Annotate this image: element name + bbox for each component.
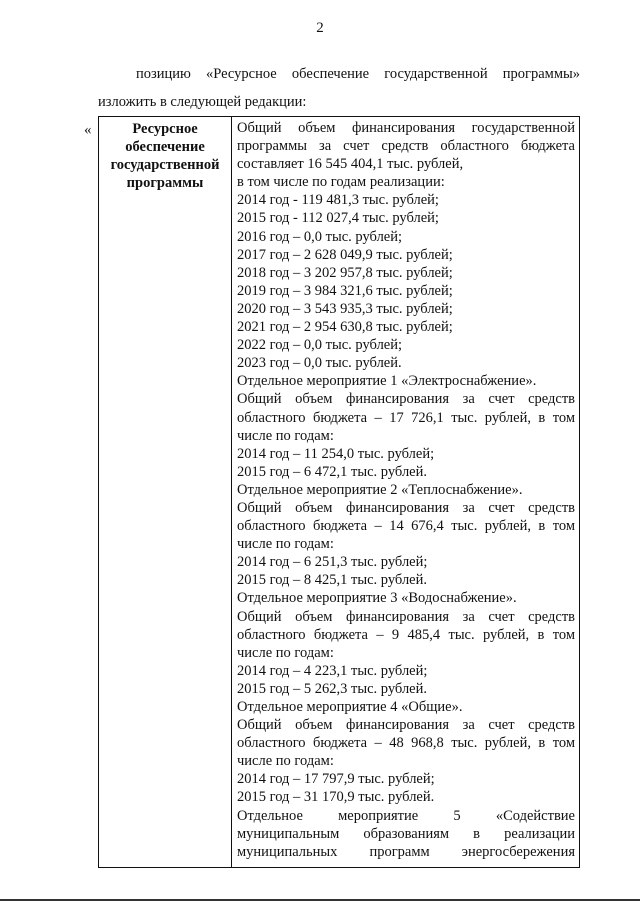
content-line: числе по годам: (237, 427, 334, 444)
content-line: 2014 год – 6 251,3 тыс. рублей; (237, 554, 428, 571)
content-line: числе по годам: (237, 536, 334, 553)
content-line: 2015 год – 31 170,9 тыс. рублей. (237, 789, 435, 806)
content-line: 2019 год – 3 984 321,6 тыс. рублей; (237, 282, 453, 299)
content-line: 2021 год – 2 954 630,8 тыс. рублей; (237, 319, 453, 336)
content-line: числе по годам: (237, 753, 334, 770)
content-line: 2014 год - 119 481,3 тыс. рублей; (237, 192, 439, 209)
content-line: в том числе по годам реализации: (237, 174, 445, 191)
content-line: Отдельное мероприятие 3 «Водоснабжение». (237, 590, 517, 607)
content-line: числе по годам: (237, 644, 334, 661)
left-title-line: программы (126, 175, 204, 191)
content-line: 2018 год – 3 202 957,8 тыс. рублей; (237, 264, 453, 281)
content-line: муниципальных программ энергосбережения (237, 843, 575, 860)
page-number: 2 (316, 20, 324, 36)
content-line: программы за счет средств областного бюджета (237, 138, 575, 155)
content-line: Общий объем финансирования за счет средств (237, 499, 575, 516)
left-title-line: Ресурсное (132, 121, 198, 137)
content-line: составляет 16 545 404,1 тыс. рублей, (237, 156, 464, 173)
opening-quote-mark: « (84, 122, 92, 138)
left-title-line: государственной (110, 157, 220, 173)
left-title-line: обеспечение (125, 139, 205, 155)
content-line: областного бюджета – 14 676,4 тыс. рублей, в том (237, 518, 575, 535)
content-line: 2015 год – 6 472,1 тыс. рублей. (237, 463, 428, 480)
content-line: областного бюджета – 48 968,8 тыс. рублей, в том (237, 735, 575, 752)
content-line: Отдельное мероприятие 1 «Электроснабжение». (237, 373, 537, 390)
bottom-rule (0, 899, 640, 901)
content-line: Отдельное мероприятие 2 «Теплоснабжение». (237, 481, 523, 498)
resource-table (98, 116, 580, 868)
left-cell-title (99, 117, 231, 192)
content-line: 2014 год – 4 223,1 тыс. рублей; (237, 662, 428, 679)
content-line: муниципальным образованиям в реализации (237, 825, 575, 842)
content-line: 2015 год - 112 027,4 тыс. рублей; (237, 210, 439, 227)
content-line: 2017 год – 2 628 049,9 тыс. рублей; (237, 246, 453, 263)
content-line: 2020 год – 3 543 935,3 тыс. рублей; (237, 300, 453, 317)
content-line: 2016 год – 0,0 тыс. рублей; (237, 228, 403, 245)
content-line: 2023 год – 0,0 тыс. рублей. (237, 355, 402, 372)
content-line: 2014 год – 17 797,9 тыс. рублей; (237, 771, 435, 788)
content-line: Общий объем финансирования государственной (237, 120, 575, 136)
left-cell (99, 117, 232, 868)
content-line: Общий объем финансирования за счет средств (237, 608, 575, 625)
content-line: 2022 год – 0,0 тыс. рублей; (237, 337, 403, 354)
content-line: Общий объем финансирования за счет средств (237, 391, 575, 408)
right-cell (232, 117, 580, 868)
content-line: областного бюджета – 9 485,4 тыс. рублей, в том (237, 626, 575, 643)
content-line: 2014 год – 11 254,0 тыс. рублей; (237, 445, 435, 462)
intro-line-2: изложить в следующей редакции: (98, 94, 307, 110)
content-line: областного бюджета – 17 726,1 тыс. рублей, в том (237, 409, 575, 426)
intro-paragraph (98, 60, 580, 116)
table-row (99, 117, 580, 868)
content-line: Отдельное мероприятие 5 «Содействие (237, 807, 575, 824)
content-line: 2015 год – 8 425,1 тыс. рублей. (237, 572, 428, 589)
content-line: Отдельное мероприятие 4 «Общие». (237, 699, 463, 715)
content-line: 2015 год – 5 262,3 тыс. рублей. (237, 680, 428, 697)
intro-line-1: позицию «Ресурсное обеспечение государственной программы» (136, 66, 580, 82)
content-line: Общий объем финансирования за счет средств (237, 717, 575, 734)
